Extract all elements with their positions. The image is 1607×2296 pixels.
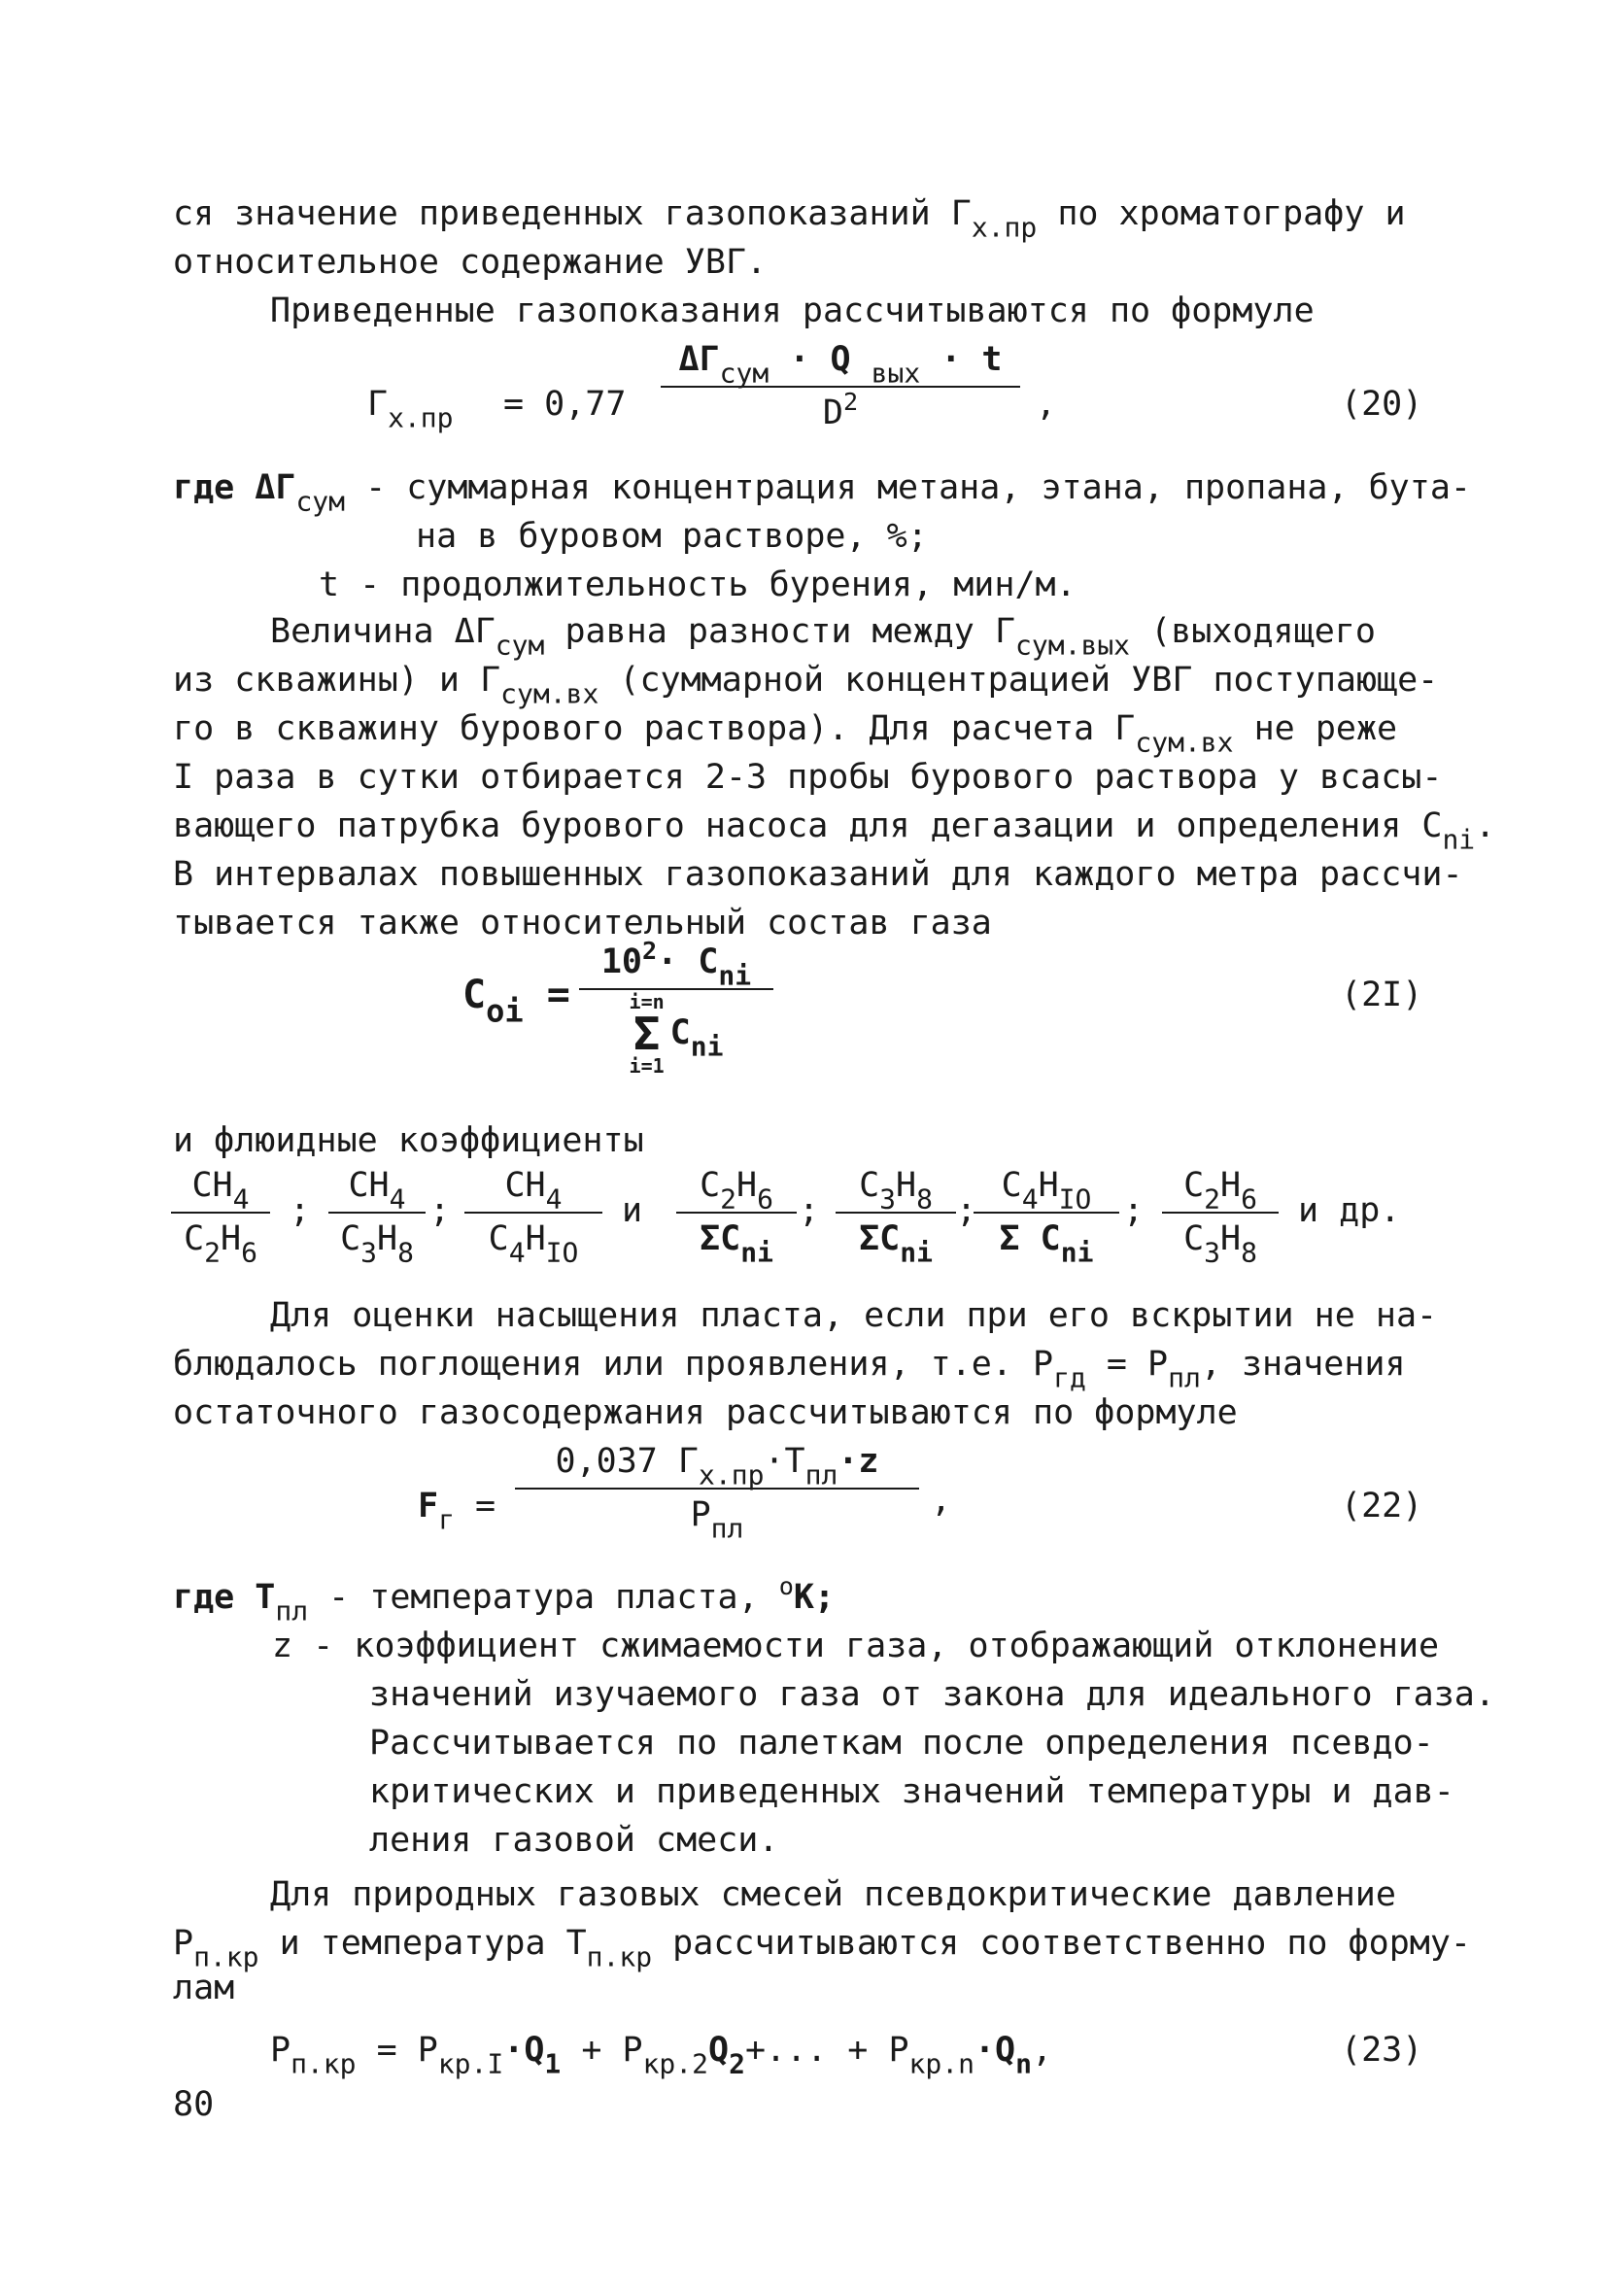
fraction-bar: [676, 1212, 797, 1214]
eq20-denominator: $D^2$: [822, 388, 859, 432]
equation-number: (22): [1341, 1487, 1423, 1525]
eq21-numerator: $10^2\cdot C_{ni}$: [600, 937, 752, 992]
separator: ;: [799, 1191, 820, 1230]
etc-text: и др.: [1298, 1191, 1401, 1230]
text-line: из скважины) и $Г_{сум.вх}$ (суммарной концентрацией УВГ поступающе-: [173, 661, 1439, 710]
coefficient-fraction: $C_2H_6$ $C_3H_8$: [1162, 1162, 1279, 1263]
eq22-fraction: [515, 1438, 919, 1545]
coefficient-fraction: $C_3H_8$ $\Sigma C_{ni}$: [836, 1162, 956, 1263]
definition-line: t - продолжительность бурения, мин/м.: [319, 565, 1077, 604]
text-line: Для природных газовых смесей псевдокритические давление: [270, 1875, 1396, 1914]
text-line: ся значение приведенных газопоказаний $Г_{х.пр}$ по хроматографу и: [173, 194, 1406, 244]
eq22-comma: ,: [931, 1481, 952, 1520]
text-line: тывается также относительный состав газа: [173, 904, 992, 942]
eq20-lhs: $Г_{х.пр}$: [367, 385, 454, 434]
text-line: го в скважину бурового раствора). Для расчета $Г_{сум.вх}$ не реже: [173, 709, 1398, 759]
eq20-numerator: $\Delta Г_{сум} \cdot Q$ $_{вых}$ · t: [678, 340, 1003, 390]
eq20-fraction: [661, 336, 1020, 437]
fraction-bar: [515, 1488, 919, 1490]
fraction-bar: [328, 1212, 426, 1214]
fraction-bar: [171, 1212, 270, 1214]
fraction-bar: [1162, 1212, 1279, 1214]
coefficient-fraction: $C_4H_{IO}$ Σ $C_{ni}$: [974, 1162, 1119, 1263]
eq21-fraction: [579, 939, 773, 1076]
conjunction: и: [622, 1191, 643, 1230]
eq23-formula: $P_{п.кр} = P_{кр.I}\cdot Q_1 + P_{кр.2}Q_2+$... + $P_{кр.n}\cdot Q_n$,: [270, 2031, 1053, 2080]
separator: ;: [290, 1191, 311, 1230]
fraction-bar: [836, 1212, 956, 1214]
definition-line: где $\Delta Г_{сум}$ - суммарная концентрация метана, этана, пропана, бута-: [173, 468, 1471, 518]
equation-number: (23): [1341, 2031, 1423, 2070]
fraction-bar: [464, 1212, 602, 1214]
text-line: вающего патрубка бурового насоса для дегазации и определения $C_{ni}$.: [173, 806, 1496, 856]
definition-line: ления газовой смеси.: [369, 1821, 779, 1860]
text-line: остаточного газосодержания рассчитываются по формуле: [173, 1393, 1238, 1432]
fraction-bar: [974, 1212, 1119, 1214]
fraction-bar: [579, 988, 773, 990]
separator: ;: [429, 1191, 451, 1230]
eq22-numerator: 0,037 $Г_{х.пр}\cdot T_{пл}\cdot z$: [555, 1442, 879, 1491]
definition-line: z - коэффициент сжимаемости газа, отображающий отклонение: [272, 1627, 1440, 1665]
eq22-lhs: $F_г$ =: [418, 1487, 496, 1536]
eq21-lhs: $C_{oi}$ =: [462, 973, 570, 1030]
text-line: блюдалось поглощения или проявления, т.е. $P_{гд} = P_{пл}$, значения: [173, 1345, 1406, 1394]
page-number: 80: [173, 2085, 215, 2124]
text-line: В интервалах повышенных газопоказаний для каждого метра рассчи-: [173, 855, 1463, 894]
eq22-denominator: $P_{пл}$: [690, 1495, 744, 1545]
equation-number: (20): [1341, 385, 1423, 424]
text-line: относительное содержание УВГ.: [173, 243, 768, 282]
equation-number: (2I): [1341, 976, 1423, 1014]
coefficient-fraction: $C_2H_6$ $\Sigma C_{ni}$: [676, 1162, 797, 1263]
definition-line: на в буровом растворе, %;: [416, 517, 928, 556]
text-line: и флюидные коэффициенты: [173, 1121, 644, 1160]
text-line: $P_{п.кр}$ и температура $T_{п.кр}$ рассчитываются соответственно по форму-: [173, 1924, 1471, 1973]
coefficient-fraction: $CH_4$ $C_3H_8$: [328, 1162, 426, 1263]
text-line: Величина $\Delta Г_{сум}$ равна разности между $Г_{сум.вых}$ (выходящего: [270, 612, 1376, 662]
text-line: Приведенные газопоказания рассчитываются по формуле: [270, 291, 1315, 330]
definition-line: критических и приведенных значений температуры и дав-: [369, 1772, 1454, 1811]
fraction-bar: [661, 386, 1020, 388]
coefficient-fraction: $CH_4$ $C_4H_{IO}$: [464, 1162, 602, 1263]
definition-line: Рассчитывается по палеткам после определения псевдо-: [369, 1724, 1434, 1763]
separator: ;: [956, 1191, 977, 1230]
text-line: I раза в сутки отбирается 2-3 пробы бурового раствора у всасы-: [173, 758, 1443, 797]
eq20-coef: = 0,77: [503, 385, 627, 424]
eq21-denominator: i=n Σ i=1 $C_{ni}$: [629, 990, 724, 1078]
summation-sign: i=n Σ i=1: [629, 990, 665, 1078]
definition-line: где $T_{пл}$ - температура пласта, $^o$K;: [173, 1572, 836, 1628]
text-line: лам: [173, 1969, 235, 2007]
separator: ;: [1123, 1191, 1145, 1230]
text-line: Для оценки насыщения пласта, если при его вскрытии не на-: [270, 1296, 1438, 1335]
eq20-comma: ,: [1036, 385, 1057, 424]
coefficient-fraction: $CH_4$ $C_2H_6$: [171, 1162, 270, 1263]
definition-line: значений изучаемого газа от закона для идеального газа.: [369, 1675, 1495, 1714]
